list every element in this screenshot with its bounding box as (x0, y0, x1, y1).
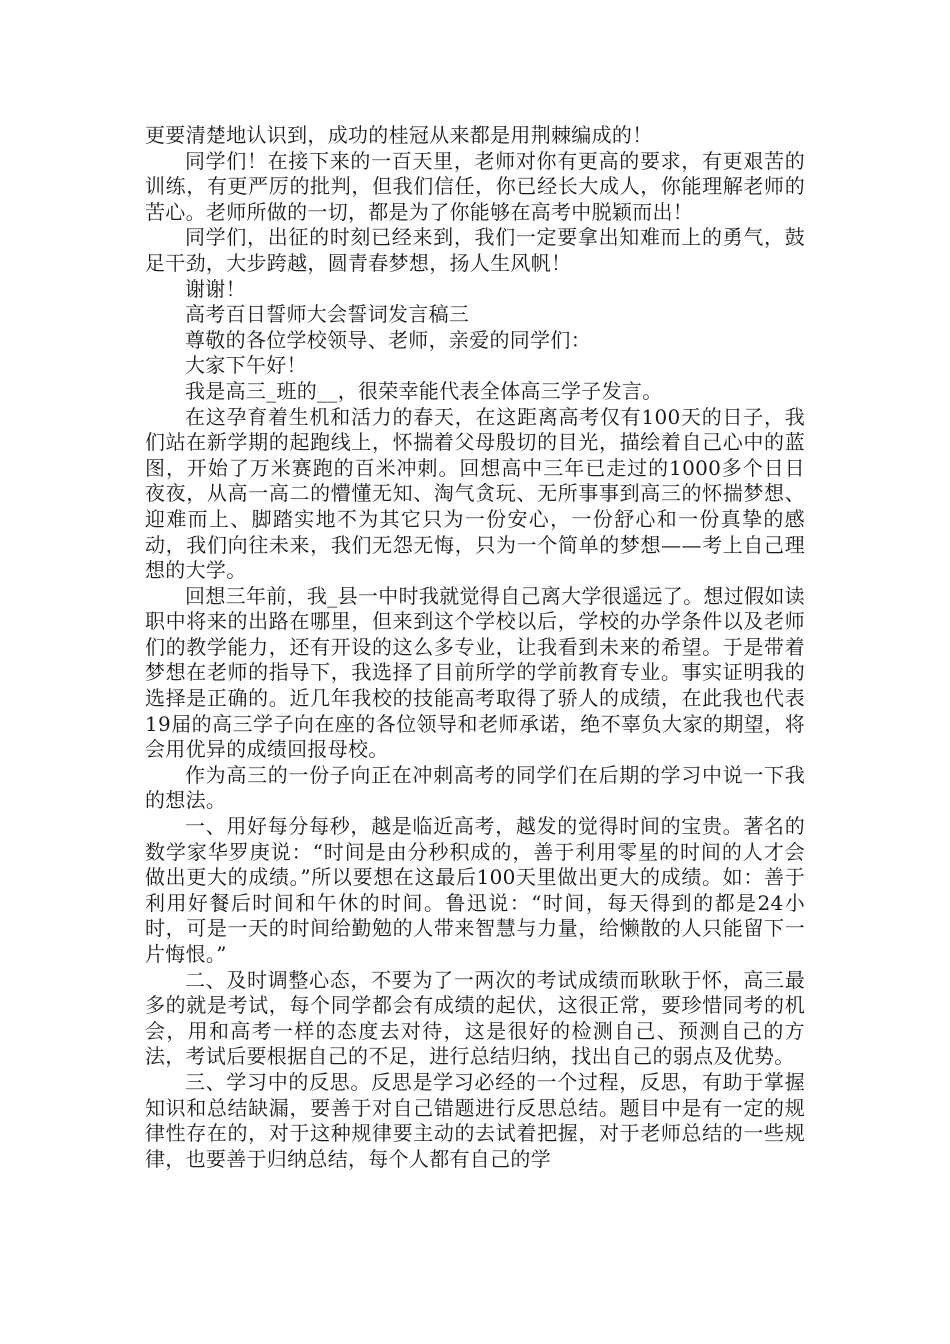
paragraph: 同学们！在接下来的一百天里，老师对你有更高的要求，有更艰苦的训练，有更严厉的批判，但我们信任，你已经长大成人，你能理解老师的苦心。老师所做的一切，都是为了你能够在高考中脱颖而出！ (145, 148, 805, 224)
document-body (145, 123, 805, 1172)
paragraph: 更要清楚地认识到，成功的桂冠从来都是用荆棘编成的！ (145, 123, 653, 147)
paragraph: 同学们，出征的时刻已经来到，我们一定要拿出知难而上的勇气，鼓足干劲，大步跨越，圆青春梦想，扬人生风帆！ (145, 225, 805, 275)
paragraph: 我是高三_班的__，很荣幸能代表全体高三学子发言。 (185, 378, 663, 403)
paragraph: 高考百日誓师大会誓词发言稿三 (185, 302, 470, 327)
paragraph: 二、及时调整心态，不要为了一两次的考试成绩而耿耿于怀，高三最多的就是考试，每个同学都会有成绩的起伏，这很正常，要珍惜同考的机会，用和高考一样的态度去对待，这是很好的检测自己、预测自己的方法，考试后要根据自己的不足，进行总结归纳，找出自己的弱点及优势。 (145, 967, 805, 1069)
paragraph: 尊敬的各位学校领导、老师，亲爱的同学们： (185, 327, 591, 352)
paragraph: 三、学习中的反思。反思是学习必经的一个过程，反思，有助于掌握知识和总结缺漏，要善于对自己错题进行反思总结。题目中是有一定的规律性存在的，对于这种规律要主动的去试着把握，对于老师总结的一些规律，也要善于归纳总结，每个人都有自己的学 (145, 1069, 805, 1171)
paragraph: 回想三年前，我_县一中时我就觉得自己离大学很遥远了。想过假如读职中将来的出路在哪里，但来到这个学校以后，学校的办学条件以及老师们的教学能力，还有开设的这么多专业，让我看到未来的希望。于是带着梦想在老师的指导下，我选择了目前所学的学前教育专业。事实证明我的选择是正确的。近几年我校的技能高考取得了骄人的成绩，在此我也代表19届的高三学子向在座的各位领导和老师承诺，绝不辜负大家的期望，将会用优异的成绩回报母校。 (145, 583, 805, 762)
paragraph: 在这孕育着生机和活力的春天，在这距离高考仅有100天的日子，我们站在新学期的起跑线上，怀揣着父母殷切的目光，描绘着自己心中的蓝图，开始了万米赛跑的百米冲刺。回想高中三年已走过的1000多个日日夜夜，从高一高二的懵懂无知、淘气贪玩、无所事事到高三的怀揣梦想、迎难而上、脚踏实地不为其它只为一份安心，一份舒心和一份真挚的感动，我们向往未来，我们无怨无悔，只为一个简单的梦想——考上自己理想的大学。 (145, 404, 805, 583)
paragraph: 谢谢！ (185, 276, 246, 301)
paragraph: 一、用好每分每秒，越是临近高考，越发的觉得时间的宝贵。著名的数学家华罗庚说：“时间是由分秒积成的，善于利用零星的时间的人才会做出更大的成绩。”所以要想在这最后100天里做出更大的成绩。如：善于利用好餐后时间和午休的时间。鲁迅说：“时间，每天得到的都是24小时，可是一天的时间给勤勉的人带来智慧与力量，给懒散的人只能留下一片悔恨。” (145, 814, 805, 966)
paragraph: 大家下午好！ (185, 353, 307, 378)
paragraph: 作为高三的一份子向正在冲刺高考的同学们在后期的学习中说一下我的想法。 (145, 762, 805, 813)
